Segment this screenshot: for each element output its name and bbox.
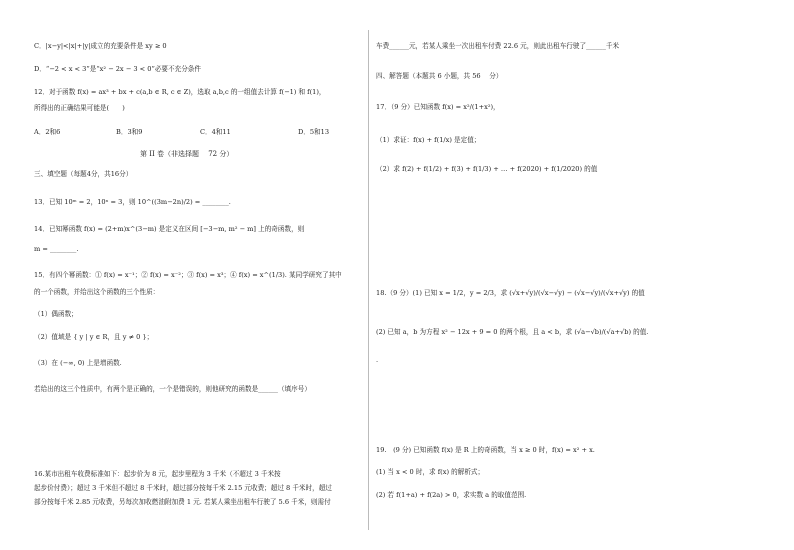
question-13: 13．已知 10ᵐ = 2，10ⁿ = 3，则 10^((3m−2n)/2) = ________. xyxy=(34,198,231,206)
question-12-option-d: D．5和13 xyxy=(298,128,330,136)
question-19-part-2: (2) 若 f(1+a) + f(2a) > 0，求实数 a 的取值范围. xyxy=(376,491,527,499)
question-14-answer-line: m = ________. xyxy=(34,245,79,253)
question-15-property-1: （1）偶函数； xyxy=(34,310,78,318)
column-divider xyxy=(368,30,369,530)
section-3-heading: 三、填空题（每题4分，共16分） xyxy=(34,170,133,178)
question-12-option-b: B．3和9 xyxy=(116,128,143,136)
question-15-conclusion: 若给出的这三个性质中，有两个是正确的，一个是错误的，则他研究的函数是______（填序号） xyxy=(34,385,311,393)
option-c-line: C．|x−y|<|x|+|y|成立的充要条件是 xy ≥ 0 xyxy=(34,42,167,50)
question-17-part-2: （2）求 f(2) + f(1/2) + f(3) + f(1/3) + … + f(2020) + f(1/2020) 的值 xyxy=(376,165,598,173)
question-12-option-c: C．4和11 xyxy=(200,128,231,136)
question-12-stem: 12．对于函数 f(x) = ax³ + bx + c(a,b ∈ R, c ∈ Z)，选取 a,b,c 的一组值去计算 f(−1) 和 f(1)， xyxy=(34,88,326,96)
question-15-property-2: （2）值域是 { y | y ∈ R，且 y ≠ 0 }； xyxy=(34,333,154,341)
question-18-part-2: (2) 已知 a，b 为方程 x² − 12x + 9 = 0 的两个根，且 a < b，求 (√a−√b)/(√a+√b) 的值. xyxy=(376,328,649,336)
question-16-line-2: 起步价付费）；超过 3 千米但不超过 8 千米时，超过部分按每千米 2.15 元收费；超过 8 千米时，超过 xyxy=(34,484,332,492)
question-16-line-3: 部分按每千米 2.85 元收费，另每次加收燃油附加费 1 元. 若某人乘坐出租车行驶了 5.6 千米，则需付 xyxy=(34,498,331,506)
question-17-part-1: （1）求证：f(x) + f(1/x) 是定值； xyxy=(376,136,481,144)
question-19-part-1: (1) 当 x < 0 时，求 f(x) 的解析式； xyxy=(376,468,485,476)
question-19-stem: 19. (9 分) 已知函数 f(x) 是 R 上的奇函数，当 x ≥ 0 时，f(x) = x² + x. xyxy=(376,446,595,454)
part-2-heading: 第 II 卷（非选择题 72 分） xyxy=(140,150,234,158)
question-17-stem: 17．（9 分）已知函数 f(x) = x²/(1+x²)， xyxy=(376,103,500,111)
section-4-heading: 四、解答题（本题共 6 小题，共 56 分） xyxy=(376,72,503,80)
question-16-line-1: 16.某市出租车收费标准如下：起步价为 8 元，起步里程为 3 千米（不超过 3 千米按 xyxy=(34,470,281,478)
question-15-stem: 15．有四个幂函数：① f(x) = x⁻¹；② f(x) = x⁻²；③ f(x) = x³；④ f(x) = x^(1/3). 某同学研究了其中 xyxy=(34,271,342,279)
question-15-stem-cont: 的一个函数，并给出这个函数的三个性质： xyxy=(34,288,160,296)
question-15-property-3: （3）在 (−∞, 0) 上是增函数. xyxy=(34,359,122,367)
option-d-line: D．“−2 < x < 3”是“x² − 2x − 3 < 0”必要不充分条件 xyxy=(34,65,201,73)
question-14-stem: 14．已知幂函数 f(x) = (2+m)x^(3−m) 是定义在区间 [−3−m, m² − m] 上的奇函数，则 xyxy=(34,225,305,233)
question-16-line-4: 车费______元，若某人乘坐一次出租车付费 22.6 元，则此出租车行驶了______千米 xyxy=(376,42,620,50)
left-column xyxy=(0,0,368,550)
question-12-stem-cont: 所得出的正确结果可能是( ) xyxy=(34,104,125,112)
right-column xyxy=(370,0,794,550)
question-18-part-1: 18.（9 分）(1) 已知 x = 1/2，y = 2/3，求 (√x+√y)/(√x−√y) − (√x−√y)/(√x+√y) 的值 xyxy=(376,289,645,297)
stray-dot: . xyxy=(376,356,379,364)
question-12-option-a: A．2和6 xyxy=(34,128,61,136)
